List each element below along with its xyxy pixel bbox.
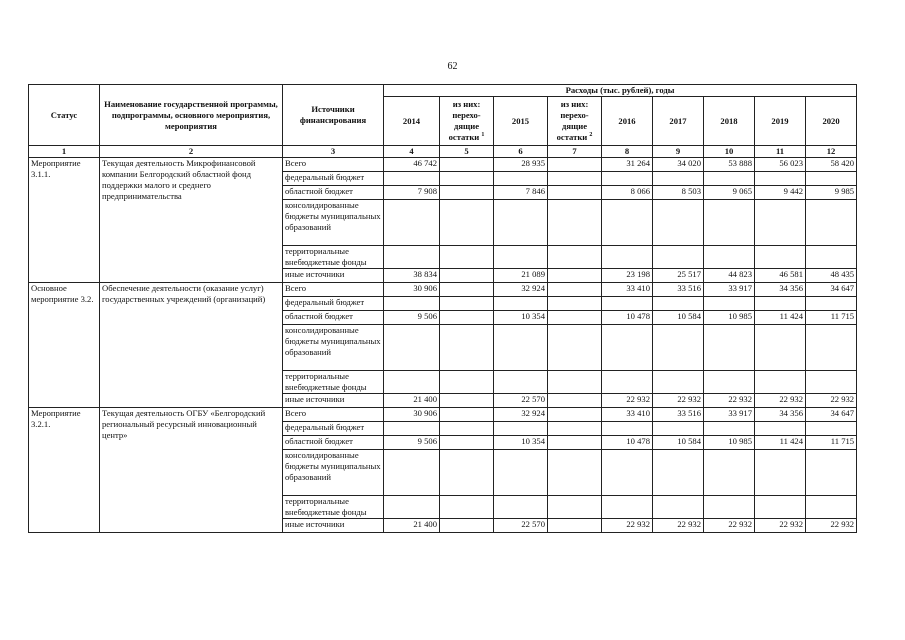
amount-cell bbox=[548, 371, 602, 394]
amount-cell bbox=[494, 371, 548, 394]
amount-cell bbox=[602, 246, 653, 269]
amount-cell bbox=[704, 200, 755, 246]
footnote-2: 2 bbox=[589, 132, 593, 139]
amount-cell bbox=[440, 519, 494, 533]
measure-name: Текущая деятельность Микрофинансовой компании Белгородский областной фонд поддержки малого и среднего предпринимательства bbox=[100, 158, 283, 283]
amount-cell: 58 420 bbox=[806, 158, 857, 172]
amount-cell: 33 917 bbox=[704, 283, 755, 297]
amount-cell: 8 066 bbox=[602, 186, 653, 200]
header-expenses: Расходы (тыс. рублей), годы bbox=[384, 85, 857, 97]
amount-cell bbox=[548, 283, 602, 297]
amount-cell bbox=[384, 325, 440, 371]
header-year-2016: 2016 bbox=[602, 97, 653, 146]
table-row bbox=[29, 408, 857, 422]
table-row bbox=[29, 283, 857, 297]
amount-cell: 48 435 bbox=[806, 269, 857, 283]
amount-cell: 7 846 bbox=[494, 186, 548, 200]
amount-cell bbox=[494, 200, 548, 246]
measure-name: Обеспечение деятельности (оказание услуг) государственных учреждений (организаций) bbox=[100, 283, 283, 408]
amount-cell bbox=[653, 325, 704, 371]
col-number: 11 bbox=[755, 146, 806, 158]
amount-cell bbox=[704, 371, 755, 394]
amount-cell bbox=[548, 311, 602, 325]
amount-cell bbox=[440, 436, 494, 450]
amount-cell: 9 065 bbox=[704, 186, 755, 200]
funding-source: Всего bbox=[283, 283, 384, 297]
column-number-row bbox=[29, 146, 857, 158]
amount-cell bbox=[755, 246, 806, 269]
amount-cell bbox=[653, 450, 704, 496]
amount-cell bbox=[384, 246, 440, 269]
amount-cell: 22 932 bbox=[653, 519, 704, 533]
amount-cell bbox=[755, 496, 806, 519]
page-number: 62 bbox=[447, 61, 458, 72]
amount-cell bbox=[602, 172, 653, 186]
col-number: 6 bbox=[494, 146, 548, 158]
carryover-label: перехо-дящие остатки bbox=[448, 110, 481, 142]
amount-cell bbox=[602, 450, 653, 496]
measure-status: Основное мероприятие 3.2. bbox=[29, 283, 100, 408]
header-carryover-1 bbox=[440, 97, 494, 146]
amount-cell bbox=[602, 200, 653, 246]
funding-source: консолидированные бюджеты муниципальных образований bbox=[283, 450, 384, 496]
amount-cell: 30 906 bbox=[384, 408, 440, 422]
amount-cell: 7 908 bbox=[384, 186, 440, 200]
amount-cell bbox=[548, 422, 602, 436]
col-number: 9 bbox=[653, 146, 704, 158]
funding-source: консолидированные бюджеты муниципальных образований bbox=[283, 200, 384, 246]
amount-cell bbox=[704, 172, 755, 186]
amount-cell: 9 442 bbox=[755, 186, 806, 200]
amount-cell: 46 581 bbox=[755, 269, 806, 283]
amount-cell: 10 354 bbox=[494, 311, 548, 325]
amount-cell bbox=[548, 408, 602, 422]
amount-cell bbox=[653, 297, 704, 311]
amount-cell: 34 647 bbox=[806, 283, 857, 297]
amount-cell bbox=[440, 422, 494, 436]
amount-cell: 10 354 bbox=[494, 436, 548, 450]
funding-source: областной бюджет bbox=[283, 311, 384, 325]
amount-cell bbox=[494, 496, 548, 519]
header-year-2014: 2014 bbox=[384, 97, 440, 146]
amount-cell: 10 985 bbox=[704, 311, 755, 325]
carryover-label: перехо-дящие остатки bbox=[556, 110, 589, 142]
funding-source: Всего bbox=[283, 408, 384, 422]
amount-cell: 9 985 bbox=[806, 186, 857, 200]
amount-cell bbox=[440, 496, 494, 519]
amount-cell: 10 985 bbox=[704, 436, 755, 450]
amount-cell bbox=[548, 496, 602, 519]
table-body bbox=[29, 158, 857, 533]
amount-cell: 38 834 bbox=[384, 269, 440, 283]
col-number: 8 bbox=[602, 146, 653, 158]
amount-cell: 33 410 bbox=[602, 283, 653, 297]
amount-cell bbox=[704, 297, 755, 311]
amount-cell bbox=[440, 371, 494, 394]
amount-cell: 28 935 bbox=[494, 158, 548, 172]
amount-cell: 22 932 bbox=[704, 519, 755, 533]
col-number: 5 bbox=[440, 146, 494, 158]
amount-cell bbox=[440, 158, 494, 172]
amount-cell: 10 478 bbox=[602, 311, 653, 325]
amount-cell: 11 424 bbox=[755, 311, 806, 325]
header-name: Наименование государственной программы, подпрограммы, основного мероприятия, мероприятия bbox=[100, 85, 283, 146]
amount-cell bbox=[548, 325, 602, 371]
amount-cell bbox=[602, 371, 653, 394]
amount-cell: 11 715 bbox=[806, 311, 857, 325]
header-sources: Источники финансирования bbox=[283, 85, 384, 146]
col-number: 4 bbox=[384, 146, 440, 158]
amount-cell: 34 647 bbox=[806, 408, 857, 422]
amount-cell bbox=[653, 422, 704, 436]
amount-cell bbox=[755, 297, 806, 311]
amount-cell bbox=[384, 422, 440, 436]
amount-cell: 44 823 bbox=[704, 269, 755, 283]
amount-cell: 22 932 bbox=[602, 519, 653, 533]
amount-cell: 21 089 bbox=[494, 269, 548, 283]
amount-cell bbox=[384, 172, 440, 186]
amount-cell bbox=[806, 496, 857, 519]
funding-source: иные источники bbox=[283, 269, 384, 283]
amount-cell: 22 932 bbox=[653, 394, 704, 408]
amount-cell: 32 924 bbox=[494, 283, 548, 297]
funding-source: областной бюджет bbox=[283, 186, 384, 200]
amount-cell bbox=[440, 172, 494, 186]
amount-cell bbox=[653, 172, 704, 186]
amount-cell bbox=[704, 325, 755, 371]
amount-cell bbox=[755, 422, 806, 436]
amount-cell: 33 516 bbox=[653, 283, 704, 297]
amount-cell bbox=[806, 371, 857, 394]
col-number: 7 bbox=[548, 146, 602, 158]
amount-cell: 22 932 bbox=[806, 394, 857, 408]
col-number: 12 bbox=[806, 146, 857, 158]
amount-cell bbox=[440, 283, 494, 297]
funding-source: иные источники bbox=[283, 519, 384, 533]
amount-cell: 34 020 bbox=[653, 158, 704, 172]
amount-cell: 23 198 bbox=[602, 269, 653, 283]
amount-cell bbox=[440, 269, 494, 283]
amount-cell bbox=[602, 422, 653, 436]
amount-cell bbox=[494, 450, 548, 496]
amount-cell bbox=[704, 450, 755, 496]
amount-cell bbox=[494, 246, 548, 269]
amount-cell: 30 906 bbox=[384, 283, 440, 297]
amount-cell bbox=[602, 297, 653, 311]
amount-cell bbox=[548, 186, 602, 200]
amount-cell bbox=[548, 246, 602, 269]
amount-cell bbox=[548, 200, 602, 246]
amount-cell bbox=[806, 450, 857, 496]
amount-cell bbox=[602, 325, 653, 371]
amount-cell: 33 516 bbox=[653, 408, 704, 422]
amount-cell bbox=[653, 246, 704, 269]
amount-cell: 21 400 bbox=[384, 519, 440, 533]
amount-cell: 34 356 bbox=[755, 408, 806, 422]
amount-cell bbox=[653, 496, 704, 519]
col-number: 2 bbox=[100, 146, 283, 158]
amount-cell: 33 917 bbox=[704, 408, 755, 422]
expenses-table bbox=[28, 84, 857, 533]
header-year-2018: 2018 bbox=[704, 97, 755, 146]
funding-source: территориальные внебюджетные фонды bbox=[283, 371, 384, 394]
amount-cell: 32 924 bbox=[494, 408, 548, 422]
amount-cell: 10 478 bbox=[602, 436, 653, 450]
funding-source: федеральный бюджет bbox=[283, 297, 384, 311]
amount-cell bbox=[384, 371, 440, 394]
amount-cell bbox=[806, 200, 857, 246]
header-status: Статус bbox=[29, 85, 100, 146]
col-number: 10 bbox=[704, 146, 755, 158]
amount-cell bbox=[440, 200, 494, 246]
amount-cell bbox=[440, 394, 494, 408]
amount-cell: 22 932 bbox=[806, 519, 857, 533]
amount-cell bbox=[440, 450, 494, 496]
amount-cell bbox=[384, 496, 440, 519]
amount-cell bbox=[755, 325, 806, 371]
funding-source: Всего bbox=[283, 158, 384, 172]
measure-status: Мероприятие 3.1.1. bbox=[29, 158, 100, 283]
amount-cell bbox=[548, 519, 602, 533]
amount-cell: 22 570 bbox=[494, 394, 548, 408]
amount-cell bbox=[548, 172, 602, 186]
amount-cell: 56 023 bbox=[755, 158, 806, 172]
amount-cell: 34 356 bbox=[755, 283, 806, 297]
amount-cell: 22 570 bbox=[494, 519, 548, 533]
header-row-top bbox=[29, 85, 857, 97]
amount-cell bbox=[384, 450, 440, 496]
amount-cell bbox=[548, 394, 602, 408]
amount-cell: 11 424 bbox=[755, 436, 806, 450]
amount-cell: 25 517 bbox=[653, 269, 704, 283]
table-row bbox=[29, 158, 857, 172]
funding-source: федеральный бюджет bbox=[283, 172, 384, 186]
measure-status: Мероприятие 3.2.1. bbox=[29, 408, 100, 533]
amount-cell bbox=[806, 325, 857, 371]
amount-cell bbox=[704, 496, 755, 519]
amount-cell bbox=[704, 246, 755, 269]
amount-cell bbox=[384, 200, 440, 246]
amount-cell: 46 742 bbox=[384, 158, 440, 172]
amount-cell bbox=[384, 297, 440, 311]
funding-source: областной бюджет bbox=[283, 436, 384, 450]
amount-cell bbox=[806, 172, 857, 186]
col-number: 1 bbox=[29, 146, 100, 158]
amount-cell bbox=[494, 422, 548, 436]
amount-cell bbox=[548, 450, 602, 496]
col-number: 3 bbox=[283, 146, 384, 158]
amount-cell: 33 410 bbox=[602, 408, 653, 422]
amount-cell bbox=[755, 172, 806, 186]
amount-cell: 9 506 bbox=[384, 311, 440, 325]
footnote-1: 1 bbox=[481, 132, 485, 139]
funding-source: иные источники bbox=[283, 394, 384, 408]
header-year-2020: 2020 bbox=[806, 97, 857, 146]
amount-cell bbox=[548, 436, 602, 450]
amount-cell bbox=[440, 186, 494, 200]
of-which-label: из них: bbox=[452, 99, 481, 109]
amount-cell: 9 506 bbox=[384, 436, 440, 450]
amount-cell bbox=[440, 246, 494, 269]
amount-cell bbox=[548, 297, 602, 311]
amount-cell bbox=[494, 172, 548, 186]
amount-cell: 22 932 bbox=[704, 394, 755, 408]
amount-cell bbox=[548, 269, 602, 283]
amount-cell: 22 932 bbox=[755, 519, 806, 533]
amount-cell bbox=[602, 496, 653, 519]
header-carryover-2 bbox=[548, 97, 602, 146]
amount-cell: 22 932 bbox=[602, 394, 653, 408]
amount-cell bbox=[494, 325, 548, 371]
funding-source: территориальные внебюджетные фонды bbox=[283, 496, 384, 519]
amount-cell bbox=[704, 422, 755, 436]
amount-cell bbox=[494, 297, 548, 311]
amount-cell: 21 400 bbox=[384, 394, 440, 408]
amount-cell bbox=[806, 422, 857, 436]
measure-name: Текущая деятельность ОГБУ «Белгородский региональный ресурсный инновационный центр» bbox=[100, 408, 283, 533]
header-year-2019: 2019 bbox=[755, 97, 806, 146]
amount-cell bbox=[440, 325, 494, 371]
funding-source: федеральный бюджет bbox=[283, 422, 384, 436]
amount-cell: 31 264 bbox=[602, 158, 653, 172]
header-year-2015: 2015 bbox=[494, 97, 548, 146]
amount-cell bbox=[755, 200, 806, 246]
funding-source: территориальные внебюджетные фонды bbox=[283, 246, 384, 269]
amount-cell: 22 932 bbox=[755, 394, 806, 408]
amount-cell bbox=[806, 246, 857, 269]
amount-cell: 8 503 bbox=[653, 186, 704, 200]
amount-cell bbox=[440, 311, 494, 325]
amount-cell bbox=[755, 371, 806, 394]
amount-cell: 11 715 bbox=[806, 436, 857, 450]
amount-cell bbox=[806, 297, 857, 311]
of-which-label: из них: bbox=[560, 99, 589, 109]
header-year-2017: 2017 bbox=[653, 97, 704, 146]
amount-cell: 53 888 bbox=[704, 158, 755, 172]
funding-source: консолидированные бюджеты муниципальных образований bbox=[283, 325, 384, 371]
amount-cell: 10 584 bbox=[653, 311, 704, 325]
amount-cell bbox=[440, 408, 494, 422]
amount-cell: 10 584 bbox=[653, 436, 704, 450]
amount-cell bbox=[653, 371, 704, 394]
amount-cell bbox=[440, 297, 494, 311]
amount-cell bbox=[653, 200, 704, 246]
amount-cell bbox=[548, 158, 602, 172]
amount-cell bbox=[755, 450, 806, 496]
